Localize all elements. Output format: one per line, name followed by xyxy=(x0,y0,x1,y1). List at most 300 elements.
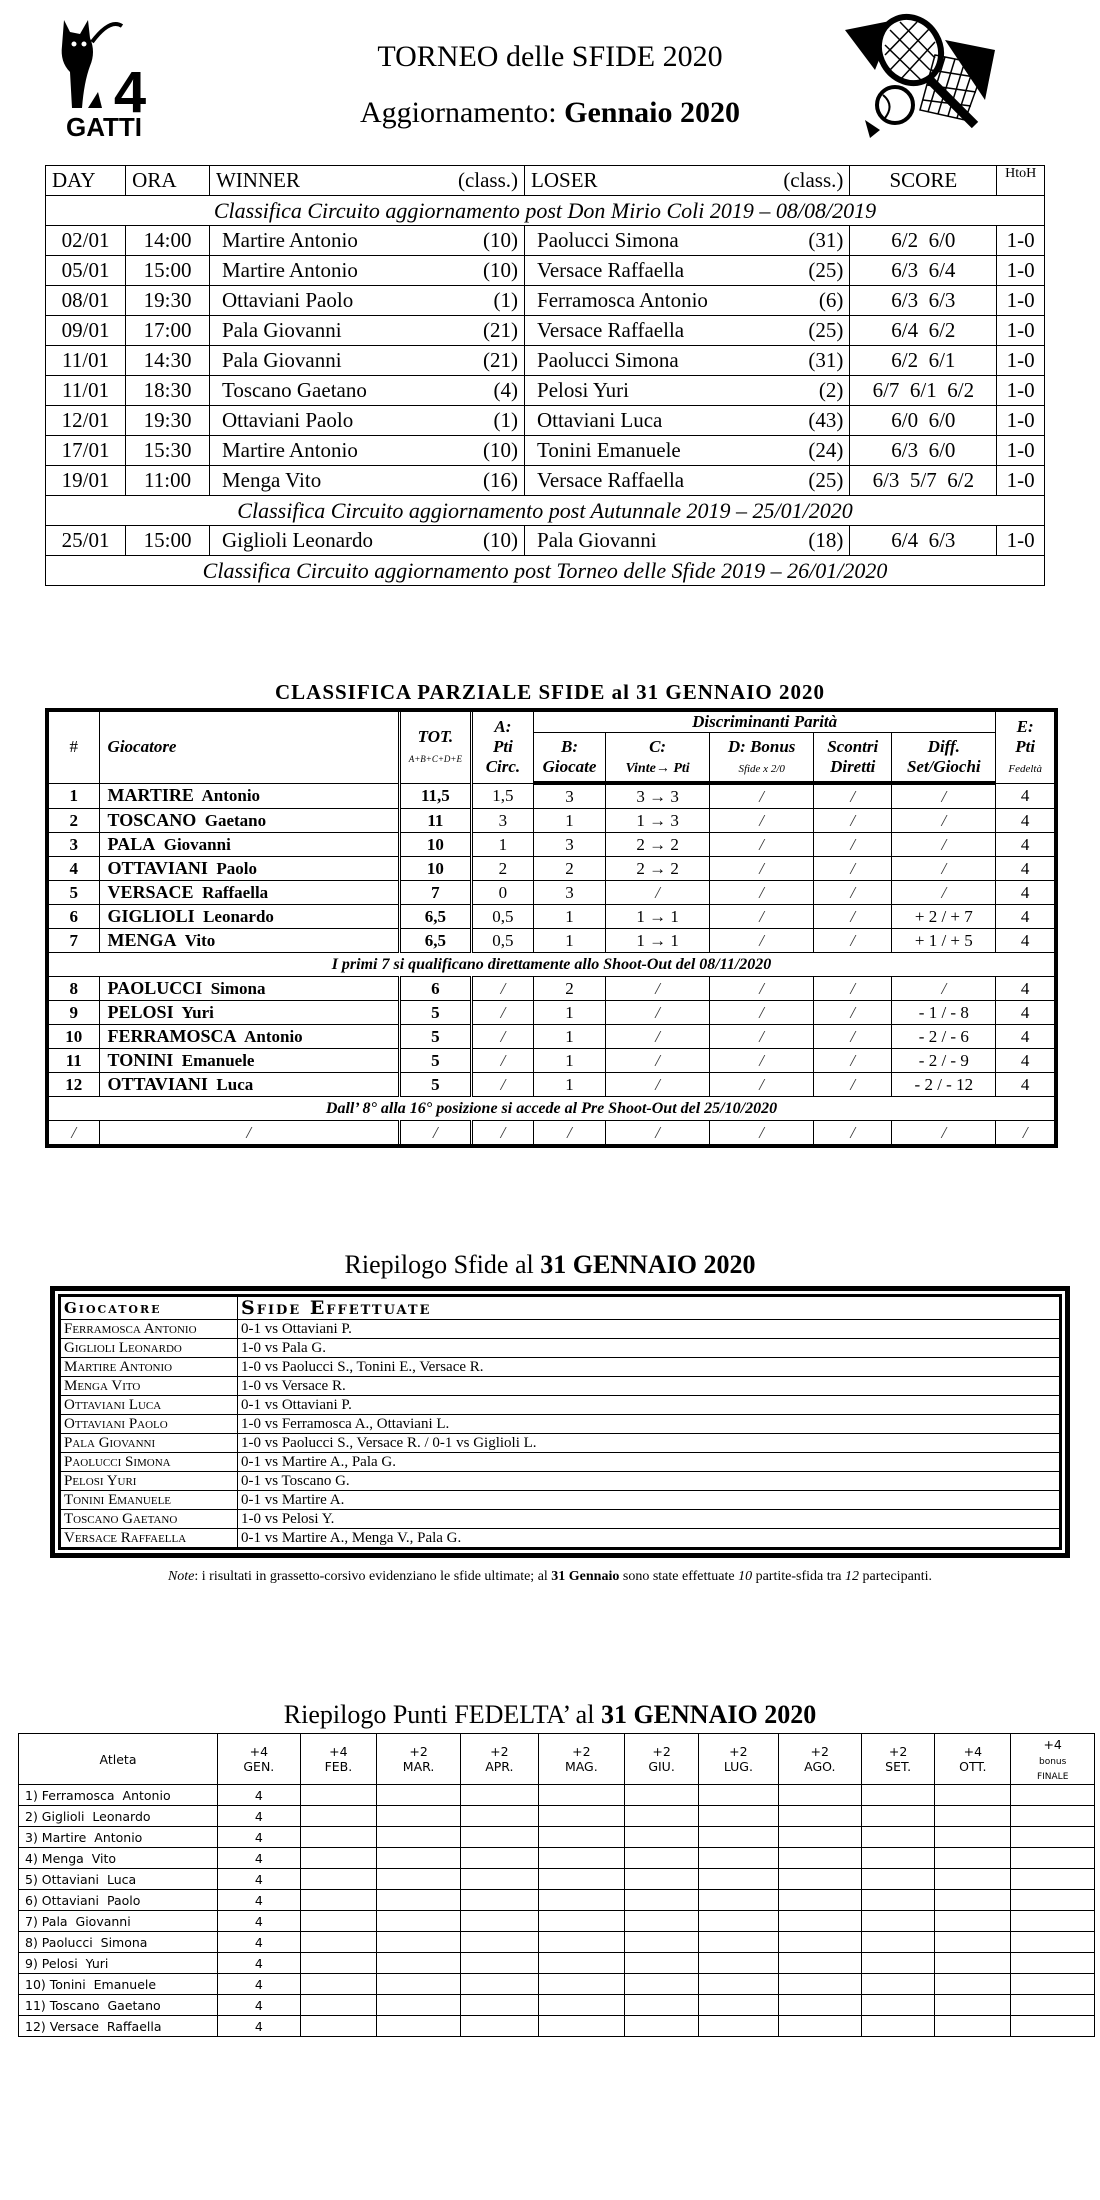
standing-row xyxy=(47,783,1056,809)
standing-d: / xyxy=(710,1049,814,1073)
fedelta-value xyxy=(1011,1890,1095,1911)
fedelta-value xyxy=(461,1890,539,1911)
riepilogo-sfide: 1-0 vs Pelosi Y. xyxy=(238,1510,1060,1529)
empty-cell: / xyxy=(399,1121,471,1147)
match-winner-class: (1) xyxy=(381,406,524,436)
col-winner: WINNER xyxy=(209,166,381,196)
standing-c: / xyxy=(606,977,710,1001)
riepilogo-inner-frame xyxy=(58,1294,1062,1550)
match-winner: Ottaviani Paolo xyxy=(209,406,381,436)
riepilogo-sfide: 1-0 vs Pala G. xyxy=(238,1339,1060,1358)
note-matches-count: 10 xyxy=(738,1569,753,1584)
standing-row xyxy=(47,1001,1056,1025)
match-winner: Toscano Gaetano xyxy=(209,376,381,406)
player-firstname: Gaetano xyxy=(204,811,267,830)
fedelta-header-row xyxy=(19,1734,1095,1785)
fedelta-value: 4 xyxy=(218,1995,301,2016)
match-score: 6/2 6/0 xyxy=(850,226,997,256)
standing-f: - 1 / - 8 xyxy=(892,1001,996,1025)
player-firstname: Yuri xyxy=(181,1003,214,1022)
fedelta-value xyxy=(778,1974,861,1995)
standing-d: / xyxy=(710,857,814,881)
match-winner: Martire Antonio xyxy=(209,256,381,286)
fedelta-value xyxy=(861,1806,934,1827)
fedelta-row xyxy=(19,1995,1095,2016)
fedelta-value xyxy=(538,1953,624,1974)
fedelta-value xyxy=(935,1911,1011,1932)
standing-b: 1 xyxy=(533,1025,605,1049)
s-label2: Diretti xyxy=(830,757,876,776)
riepilogo-row xyxy=(61,1491,1060,1510)
month-header xyxy=(1011,1734,1095,1785)
match-score: 6/3 6/0 xyxy=(850,436,997,466)
empty-cell: / xyxy=(710,1121,814,1147)
riepilogo-row xyxy=(61,1510,1060,1529)
match-score: 6/4 6/2 xyxy=(850,316,997,346)
riepilogo-sfide: 0-1 vs Toscano G. xyxy=(238,1472,1060,1491)
player-firstname: Paolo xyxy=(216,859,258,878)
fedelta-value xyxy=(935,1806,1011,1827)
player-lastname: VERSACE xyxy=(107,882,194,902)
match-time: 15:30 xyxy=(126,436,210,466)
standing-d: / xyxy=(710,809,814,833)
fedelta-value xyxy=(538,1974,624,1995)
match-time: 17:00 xyxy=(126,316,210,346)
match-time: 19:30 xyxy=(126,286,210,316)
riepilogo-row xyxy=(61,1320,1060,1339)
col-pos: # xyxy=(47,710,99,783)
standing-f: / xyxy=(892,833,996,857)
standing-a: 0 xyxy=(471,881,533,905)
match-row xyxy=(46,286,1045,316)
separator-row xyxy=(46,196,1045,226)
month-points: +2 xyxy=(409,1744,428,1759)
fedelta-value xyxy=(377,1869,461,1890)
standing-d: / xyxy=(710,833,814,857)
fedelta-value xyxy=(300,1869,376,1890)
month-header xyxy=(861,1734,934,1785)
col-e xyxy=(996,710,1056,783)
month-points: +4 xyxy=(249,1744,269,1759)
match-htoh: 1-0 xyxy=(997,436,1045,466)
standing-e: 4 xyxy=(996,809,1056,833)
fedelta-athlete: 4) Menga Vito xyxy=(19,1848,218,1869)
fedelta-value xyxy=(861,1974,934,1995)
standing-f: / xyxy=(892,977,996,1001)
fedelta-value xyxy=(377,1806,461,1827)
note-text: partecipanti. xyxy=(858,1569,933,1584)
standing-e: 4 xyxy=(996,1073,1056,1097)
standing-a: 2 xyxy=(471,857,533,881)
f-label: Diff. xyxy=(927,737,960,756)
fedelta-value xyxy=(699,1806,778,1827)
fedelta-value xyxy=(461,1953,539,1974)
standing-pos: 5 xyxy=(47,881,99,905)
match-score: 6/7 6/1 6/2 xyxy=(850,376,997,406)
riepilogo-player: Paolucci Simona xyxy=(61,1453,238,1472)
standing-s: / xyxy=(814,905,892,929)
match-loser: Versace Raffaella xyxy=(525,466,714,496)
standing-c: 1 → 3 xyxy=(606,809,710,833)
player-firstname: Leonardo xyxy=(203,907,274,926)
standing-player xyxy=(99,1001,399,1025)
match-row xyxy=(46,316,1045,346)
match-winner-class: (16) xyxy=(381,466,524,496)
empty-cell: / xyxy=(99,1121,399,1147)
update-label: Aggiornamento: xyxy=(360,96,557,129)
fedelta-value xyxy=(624,1974,698,1995)
fedelta-value: 4 xyxy=(218,1953,301,1974)
fedelta-value xyxy=(935,1995,1011,2016)
riepilogo-row xyxy=(61,1434,1060,1453)
match-htoh: 1-0 xyxy=(997,526,1045,556)
standing-d: / xyxy=(710,1025,814,1049)
fedelta-value xyxy=(538,1869,624,1890)
standing-a: / xyxy=(471,1025,533,1049)
col-tot xyxy=(399,710,471,783)
note-label: Note xyxy=(167,1569,195,1584)
match-score: 6/0 6/0 xyxy=(850,406,997,436)
fedelta-value xyxy=(778,1827,861,1848)
fedelta-athlete: 3) Martire Antonio xyxy=(19,1827,218,1848)
col-htoh: HtoH xyxy=(997,166,1045,196)
fedelta-row xyxy=(19,1932,1095,1953)
fedelta-value xyxy=(861,1995,934,2016)
match-loser: Ferramosca Antonio xyxy=(525,286,714,316)
standing-row xyxy=(47,1073,1056,1097)
riepilogo-player: Tonini Emanuele xyxy=(61,1491,238,1510)
fedelta-value: 4 xyxy=(218,1848,301,1869)
fedelta-value xyxy=(935,1848,1011,1869)
standing-total: 10 xyxy=(399,833,471,857)
standing-c: 2 → 2 xyxy=(606,833,710,857)
f-label2: Set/Giochi xyxy=(906,757,981,776)
fedelta-value xyxy=(624,1953,698,1974)
match-score: 6/3 6/4 xyxy=(850,256,997,286)
match-score: 6/2 6/1 xyxy=(850,346,997,376)
col-group-discriminanti: Discriminanti Parità xyxy=(533,710,995,733)
riepilogo-table xyxy=(60,1296,1060,1548)
month-header xyxy=(699,1734,778,1785)
classifica-title: CLASSIFICA PARZIALE SFIDE al 31 GENNAIO 2020 xyxy=(274,680,826,704)
empty-cell: / xyxy=(533,1121,605,1147)
standing-row xyxy=(47,905,1056,929)
classifica-header-row xyxy=(47,710,1056,733)
standing-pos: 3 xyxy=(47,833,99,857)
match-loser-class: (43) xyxy=(714,406,850,436)
fedelta-value xyxy=(861,1890,934,1911)
fedelta-title-prefix: Riepilogo Punti FEDELTA’ al xyxy=(283,1700,601,1729)
riepilogo-sfide: 0-1 vs Martire A. xyxy=(238,1491,1060,1510)
standing-c: 3 → 3 xyxy=(606,783,710,809)
standing-d: / xyxy=(710,977,814,1001)
fedelta-value xyxy=(300,1890,376,1911)
fedelta-row xyxy=(19,2016,1095,2037)
month-label: GIU. xyxy=(648,1759,675,1774)
standing-f: / xyxy=(892,783,996,809)
month-label: MAG. xyxy=(564,1759,598,1774)
fedelta-value xyxy=(1011,1806,1095,1827)
standing-row xyxy=(47,977,1056,1001)
fedelta-value xyxy=(624,1911,698,1932)
fedelta-row xyxy=(19,1953,1095,1974)
standing-c: / xyxy=(606,881,710,905)
d-label: D: Bonus xyxy=(727,737,796,756)
riepilogo-player: Toscano Gaetano xyxy=(61,1510,238,1529)
month-points: +4 xyxy=(329,1744,348,1759)
fedelta-value xyxy=(699,1785,778,1806)
month-points: +2 xyxy=(490,1744,509,1759)
standing-d: / xyxy=(710,1073,814,1097)
riepilogo-sfide: 1-0 vs Paolucci S., Versace R. / 0-1 vs Giglioli L. xyxy=(238,1434,1060,1453)
match-htoh: 1-0 xyxy=(997,316,1045,346)
fedelta-value xyxy=(624,1995,698,2016)
fedelta-value xyxy=(861,1932,934,1953)
match-time: 15:00 xyxy=(126,526,210,556)
standing-total: 5 xyxy=(399,1025,471,1049)
standing-pos: 7 xyxy=(47,929,99,953)
match-score: 6/3 5/7 6/2 xyxy=(850,466,997,496)
standing-b: 2 xyxy=(533,977,605,1001)
standing-e: 4 xyxy=(996,905,1056,929)
riepilogo-row xyxy=(61,1415,1060,1434)
fedelta-value xyxy=(778,1911,861,1932)
standing-a: 3 xyxy=(471,809,533,833)
fedelta-value xyxy=(377,1932,461,1953)
standing-row xyxy=(47,833,1056,857)
standing-s: / xyxy=(814,1049,892,1073)
separator-text: Classifica Circuito aggiornamento post Autunnale 2019 – 25/01/2020 xyxy=(46,496,1045,526)
standing-player xyxy=(99,809,399,833)
match-loser-class: (24) xyxy=(714,436,850,466)
fedelta-value xyxy=(699,1827,778,1848)
standing-b: 2 xyxy=(533,857,605,881)
match-day: 11/01 xyxy=(46,346,126,376)
standing-row xyxy=(47,1049,1056,1073)
standing-player xyxy=(99,833,399,857)
standing-b: 3 xyxy=(533,783,605,809)
fedelta-value xyxy=(935,1890,1011,1911)
page-title: TORNEO delle SFIDE 2020 xyxy=(377,40,723,73)
standing-player xyxy=(99,977,399,1001)
tennis-racket-icon xyxy=(835,10,1005,140)
riepilogo-row xyxy=(61,1339,1060,1358)
fedelta-value xyxy=(624,1869,698,1890)
note-date: 31 Gennaio xyxy=(551,1569,620,1584)
riepilogo-sfide: 1-0 vs Versace R. xyxy=(238,1377,1060,1396)
standing-e: 4 xyxy=(996,977,1056,1001)
standing-player xyxy=(99,1025,399,1049)
fedelta-value xyxy=(300,1911,376,1932)
standing-f: - 2 / - 12 xyxy=(892,1073,996,1097)
standing-total: 11 xyxy=(399,809,471,833)
riepilogo-frame xyxy=(50,1286,1070,1558)
month-header xyxy=(377,1734,461,1785)
standing-row xyxy=(47,1025,1056,1049)
standing-pos: 12 xyxy=(47,1073,99,1097)
standing-pos: 6 xyxy=(47,905,99,929)
month-points: +4 xyxy=(963,1744,983,1759)
fedelta-value xyxy=(300,2016,376,2037)
standing-f: - 2 / - 6 xyxy=(892,1025,996,1049)
riepilogo-player: Giglioli Leonardo xyxy=(61,1339,238,1358)
riepilogo-sfide: 1-0 vs Ferramosca A., Ottaviani L. xyxy=(238,1415,1060,1434)
fedelta-value xyxy=(935,1932,1011,1953)
player-firstname: Luca xyxy=(216,1075,254,1094)
match-time: 15:00 xyxy=(126,256,210,286)
fedelta-value xyxy=(699,1848,778,1869)
fedelta-value: 4 xyxy=(218,1806,301,1827)
empty-cell: / xyxy=(606,1121,710,1147)
fedelta-table xyxy=(18,1733,1095,2037)
standing-pos: 10 xyxy=(47,1025,99,1049)
standing-d: / xyxy=(710,1001,814,1025)
month-points: +2 xyxy=(888,1744,908,1759)
match-winner-class: (21) xyxy=(381,346,524,376)
standing-player xyxy=(99,929,399,953)
fedelta-value xyxy=(778,1869,861,1890)
month-label: APR. xyxy=(485,1759,514,1774)
month-label: OTT. xyxy=(959,1759,987,1774)
fedelta-value xyxy=(377,2016,461,2037)
note-top7: I primi 7 si qualificano direttamente allo Shoot-Out del 08/11/2020 xyxy=(47,953,1056,977)
month-points: +2 xyxy=(729,1744,748,1759)
fedelta-value xyxy=(461,1869,539,1890)
col-loser-class: (class.) xyxy=(714,166,850,196)
fedelta-value: 4 xyxy=(218,1932,301,1953)
player-lastname: OTTAVIANI xyxy=(107,1074,208,1094)
standing-f: / xyxy=(892,809,996,833)
standing-s: / xyxy=(814,1025,892,1049)
match-loser: Paolucci Simona xyxy=(525,226,714,256)
standing-e: 4 xyxy=(996,1001,1056,1025)
separator-text: Classifica Circuito aggiornamento post Don Mirio Coli 2019 – 08/08/2019 xyxy=(46,196,1045,226)
col-atleta: Atleta xyxy=(19,1734,218,1785)
standing-f: / xyxy=(892,881,996,905)
match-score: 6/4 6/3 xyxy=(850,526,997,556)
standing-s: / xyxy=(814,977,892,1001)
match-day: 17/01 xyxy=(46,436,126,466)
fedelta-value xyxy=(1011,1869,1095,1890)
fedelta-value xyxy=(300,1785,376,1806)
fedelta-value xyxy=(861,1911,934,1932)
standing-a: / xyxy=(471,1001,533,1025)
month-header xyxy=(300,1734,376,1785)
player-lastname: MENGA xyxy=(107,930,177,950)
standing-c: / xyxy=(606,1073,710,1097)
match-day: 19/01 xyxy=(46,466,126,496)
fedelta-value xyxy=(624,1827,698,1848)
month-header xyxy=(778,1734,861,1785)
matches-header-row xyxy=(46,166,1045,196)
e-label: E: xyxy=(1016,717,1034,737)
fedelta-value xyxy=(935,2016,1011,2037)
match-loser-class: (25) xyxy=(714,256,850,286)
note-8-16: Dall’ 8° alla 16° posizione si accede al Pre Shoot-Out del 25/10/2020 xyxy=(47,1097,1056,1121)
riepilogo-row xyxy=(61,1358,1060,1377)
a-label: A: xyxy=(494,717,512,737)
standing-s: / xyxy=(814,783,892,809)
standing-c: / xyxy=(606,1049,710,1073)
fedelta-value: 4 xyxy=(218,1785,301,1806)
fedelta-value xyxy=(699,1932,778,1953)
match-loser: Versace Raffaella xyxy=(525,316,714,346)
standing-c: / xyxy=(606,1025,710,1049)
match-winner-class: (4) xyxy=(381,376,524,406)
matches-table xyxy=(45,165,1045,586)
separator-text: Classifica Circuito aggiornamento post Torneo delle Sfide 2019 – 26/01/2020 xyxy=(46,556,1045,586)
standing-a: / xyxy=(471,1073,533,1097)
empty-cell: / xyxy=(892,1121,996,1147)
standing-player xyxy=(99,783,399,809)
fedelta-value: 4 xyxy=(218,1911,301,1932)
match-loser: Tonini Emanuele xyxy=(525,436,714,466)
match-day: 11/01 xyxy=(46,376,126,406)
fedelta-value xyxy=(377,1785,461,1806)
standing-e: 4 xyxy=(996,783,1056,809)
riepilogo-sfide: 0-1 vs Ottaviani P. xyxy=(238,1396,1060,1415)
fedelta-value xyxy=(1011,1974,1095,1995)
col-d xyxy=(710,733,814,784)
fedelta-value xyxy=(461,1974,539,1995)
match-time: 14:30 xyxy=(126,346,210,376)
standing-s: / xyxy=(814,809,892,833)
s-label: Scontri xyxy=(827,737,879,756)
standing-b: 3 xyxy=(533,833,605,857)
col-scontri xyxy=(814,733,892,784)
match-winner-class: (1) xyxy=(381,286,524,316)
match-winner-class: (21) xyxy=(381,316,524,346)
month-label: SET. xyxy=(885,1759,912,1774)
match-row xyxy=(46,436,1045,466)
match-loser: Pala Giovanni xyxy=(525,526,714,556)
fedelta-value xyxy=(300,1848,376,1869)
fedelta-value xyxy=(461,1911,539,1932)
fedelta-value xyxy=(1011,1848,1095,1869)
fedelta-athlete: 10) Tonini Emanuele xyxy=(19,1974,218,1995)
month-points: +2 xyxy=(572,1744,591,1759)
fedelta-value xyxy=(1011,1932,1095,1953)
fedelta-value xyxy=(861,1785,934,1806)
col-loser: LOSER xyxy=(525,166,714,196)
player-firstname: Antonio xyxy=(201,786,261,806)
match-time: 11:00 xyxy=(126,466,210,496)
riepilogo-title-date: 31 GENNAIO 2020 xyxy=(540,1250,756,1279)
riepilogo-sfide: 0-1 vs Martire A., Pala G. xyxy=(238,1453,1060,1472)
fedelta-value xyxy=(624,1785,698,1806)
riepilogo-player: Ferramosca Antonio xyxy=(61,1320,238,1339)
fedelta-athlete: 9) Pelosi Yuri xyxy=(19,1953,218,1974)
match-winner: Ottaviani Paolo xyxy=(209,286,381,316)
fedelta-value xyxy=(624,1806,698,1827)
fedelta-row xyxy=(19,1785,1095,1806)
fedelta-value xyxy=(300,1806,376,1827)
fedelta-value: 4 xyxy=(218,1869,301,1890)
col-c xyxy=(606,733,710,784)
fedelta-value xyxy=(538,1932,624,1953)
match-loser-class: (31) xyxy=(714,226,850,256)
fedelta-value xyxy=(1011,1785,1095,1806)
standing-b: 1 xyxy=(533,1001,605,1025)
match-score: 6/3 6/3 xyxy=(850,286,997,316)
separator-row xyxy=(46,496,1045,526)
standing-e: 4 xyxy=(996,881,1056,905)
riepilogo-player: Pala Giovanni xyxy=(61,1434,238,1453)
month-header xyxy=(538,1734,624,1785)
fedelta-value xyxy=(377,1953,461,1974)
match-loser-class: (2) xyxy=(714,376,850,406)
classifica-table xyxy=(45,708,1058,1148)
